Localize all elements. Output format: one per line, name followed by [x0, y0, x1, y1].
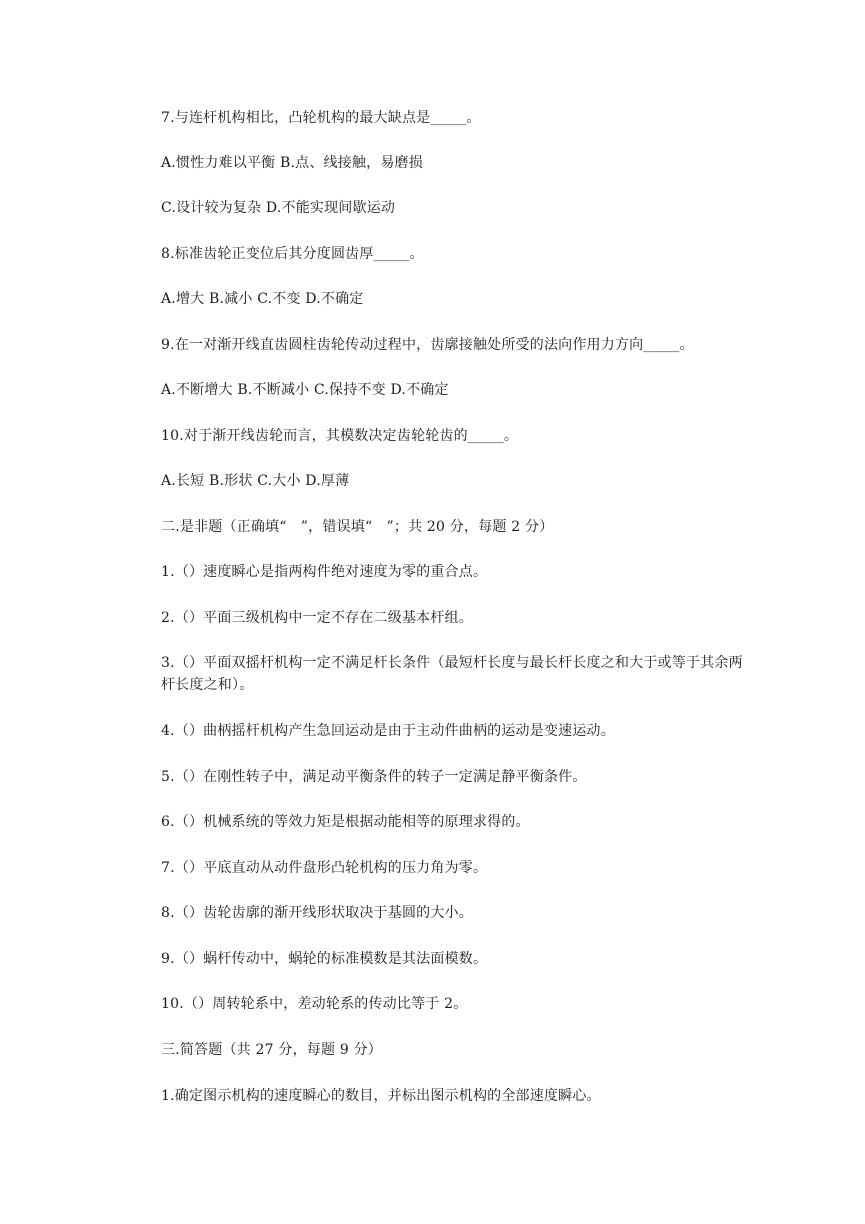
tf-item-4: 4.（）曲柄摇杆机构产生急回运动是由于主动件曲柄的运动是变速运动。	[161, 723, 615, 739]
question-10: 10.对于渐开线齿轮而言，其模数决定齿轮轮齿的_____。	[161, 428, 519, 444]
question-7-options-cd: C.设计较为复杂 D.不能实现间歇运动	[161, 200, 396, 216]
short-answer-item-1: 1.确定图示机构的速度瞬心的数目，并标出图示机构的全部速度瞬心。	[161, 1088, 601, 1104]
question-10-options: A.长短 B.形状 C.大小 D.厚薄	[161, 473, 350, 489]
question-7: 7.与连杆机构相比，凸轮机构的最大缺点是_____。	[161, 110, 481, 126]
tf-item-2: 2.（）平面三级机构中一定不存在二级基本杆组。	[161, 610, 473, 626]
question-9-options: A.不断增大 B.不断减小 C.保持不变 D.不确定	[161, 382, 449, 398]
tf-item-1: 1.（）速度瞬心是指两构件绝对速度为零的重合点。	[161, 564, 488, 580]
tf-item-5: 5.（）在刚性转子中，满足动平衡条件的转子一定满足静平衡条件。	[161, 769, 587, 785]
tf-item-10: 10.（）周转轮系中，差动轮系的传动比等于 2。	[161, 996, 468, 1012]
question-8: 8.标准齿轮正变位后其分度圆齿厚_____。	[161, 246, 424, 262]
tf-item-3: 3.（）平面双摇杆机构一定不满足杆长条件（最短杆长度与最长杆长度之和大于或等于其余两杆长度之和）。	[161, 655, 743, 693]
question-9: 9.在一对渐开线直齿圆柱齿轮传动过程中，齿廓接触处所受的法向作用力方向_____。	[161, 337, 694, 353]
section-short-answer-heading: 三.简答题（共 27 分，每题 9 分）	[161, 1042, 382, 1058]
tf-item-6: 6.（）机械系统的等效力矩是根据动能相等的原理求得的。	[161, 814, 530, 830]
question-8-options: A.增大 B.减小 C.不变 D.不确定	[161, 291, 364, 307]
section-true-false-heading: 二.是非题（正确填“ ”，错误填“ ”；共 20 分，每题 2 分）	[161, 519, 554, 535]
tf-item-8: 8.（）齿轮齿廓的渐开线形状取决于基圆的大小。	[161, 905, 473, 921]
tf-item-9: 9.（）蜗杆传动中，蜗轮的标准模数是其法面模数。	[161, 951, 488, 967]
tf-item-7: 7.（）平底直动从动件盘形凸轮机构的压力角为零。	[161, 860, 488, 876]
question-7-options-ab: A.惯性力难以平衡 B.点、线接触，易磨损	[161, 155, 423, 171]
